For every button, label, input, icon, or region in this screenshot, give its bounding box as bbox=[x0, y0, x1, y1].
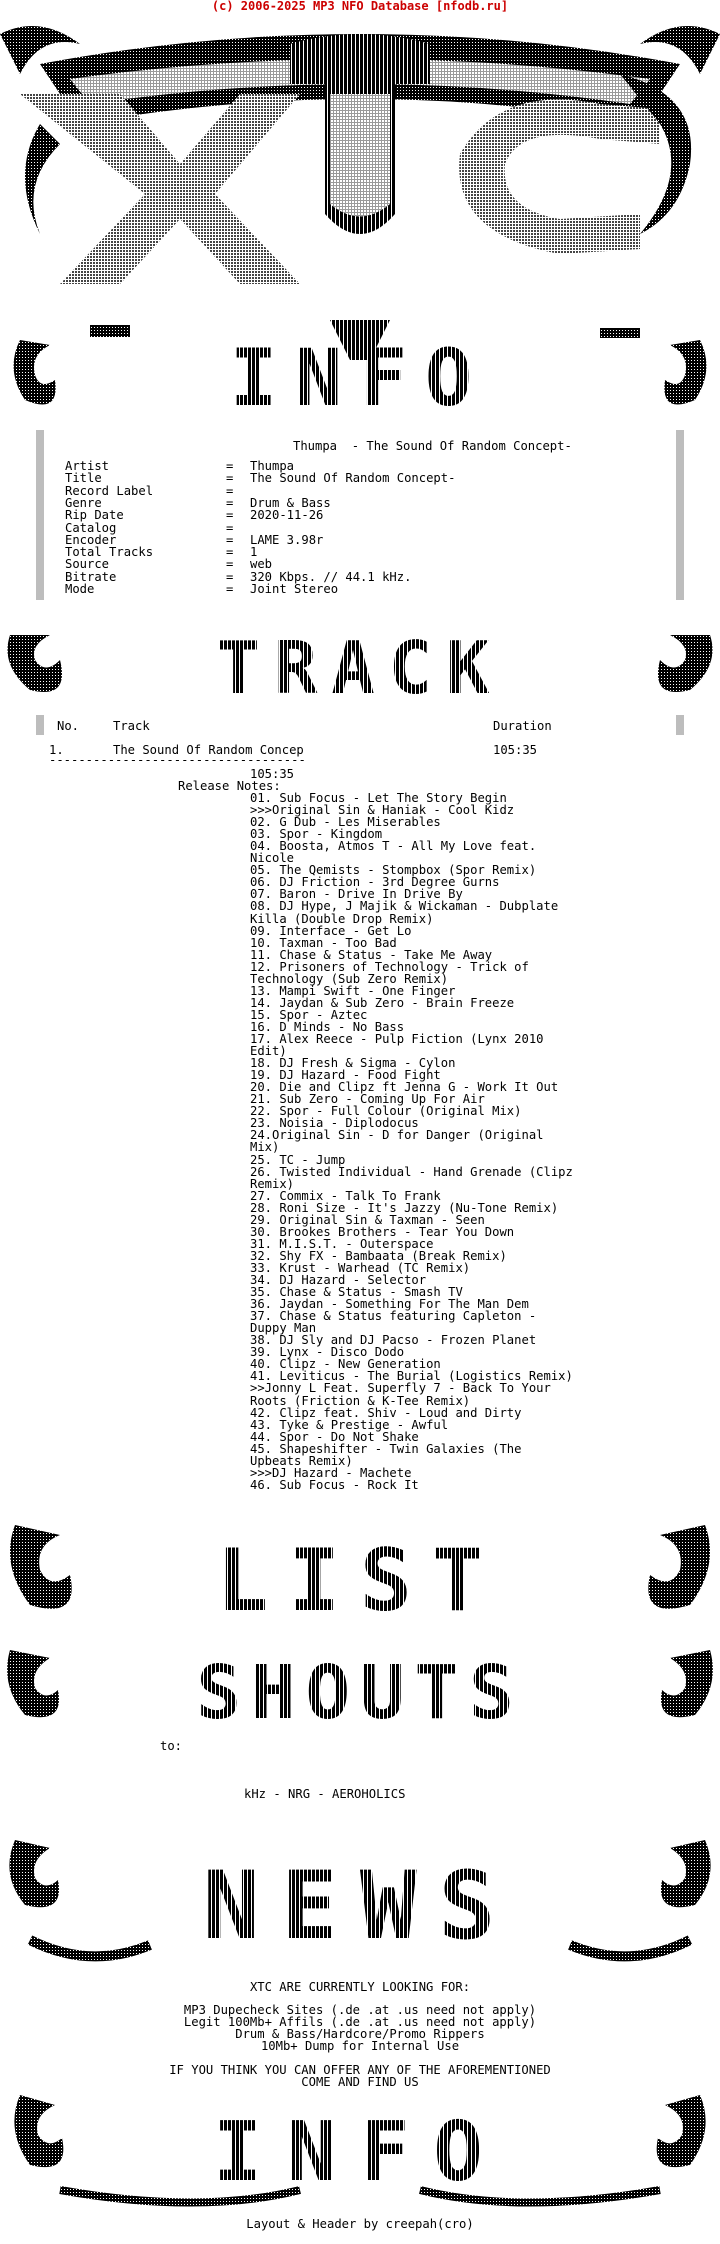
track-row-no: 1. bbox=[49, 743, 64, 757]
offer-line: COME AND FIND US bbox=[301, 2075, 419, 2089]
release-note-line: 08. DJ Hype, J Majik & Wickaman - Dubplate bbox=[250, 899, 559, 914]
xtc-logo-art bbox=[0, 14, 720, 314]
info-equals: = bbox=[226, 520, 234, 535]
release-note-line: 42. Clipz feat. Shiv - Loud and Dirty bbox=[250, 1405, 522, 1420]
release-note-line: 16. D Minds - No Bass bbox=[250, 1019, 405, 1034]
release-note-line: 44. Spor - Do Not Shake bbox=[250, 1429, 419, 1444]
release-note-line: 09. Interface - Get Lo bbox=[250, 923, 412, 938]
info-label: Source bbox=[65, 557, 110, 572]
release-notes-label: Release Notes: bbox=[178, 779, 281, 793]
track-row-duration: 105:35 bbox=[493, 743, 538, 757]
release-note-line: 39. Lynx - Disco Dodo bbox=[250, 1345, 405, 1360]
col-no: No. bbox=[57, 719, 80, 733]
release-note-line: 03. Spor - Kingdom bbox=[250, 827, 383, 842]
release-note-line: >>Jonny L Feat. Superfly 7 - Back To Your bbox=[250, 1381, 551, 1396]
info-equals: = bbox=[226, 569, 234, 584]
info-equals: = bbox=[226, 557, 234, 572]
release-note-line: Mix) bbox=[250, 1140, 280, 1155]
release-note-line: 36. Jaydan - Something For The Man Dem bbox=[250, 1297, 529, 1312]
info-value: Thumpa bbox=[250, 459, 295, 473]
info-equals: = bbox=[226, 471, 234, 486]
release-note-line: Technology (Sub Zero Remix) bbox=[250, 971, 449, 986]
info-equals: = bbox=[226, 545, 234, 560]
release-note-line: 43. Tyke & Prestige - Awful bbox=[250, 1417, 449, 1432]
info-label: Rip Date bbox=[65, 508, 124, 523]
news-line: Legit 100Mb+ Affils (.de .at .us need not apply) bbox=[183, 2015, 537, 2029]
site-header[interactable]: (c) 2006-2025 MP3 NFO Database [nfodb.ru] bbox=[211, 0, 509, 13]
info-value: Joint Stereo bbox=[250, 582, 339, 596]
frame-bar-left bbox=[36, 430, 44, 600]
release-note-line: 38. DJ Sly and DJ Pacso - Frozen Planet bbox=[250, 1333, 537, 1348]
release-note-line: >>>Original Sin & Haniak - Cool Kidz bbox=[250, 803, 515, 818]
release-note-line: 31. M.I.S.T. - Outerspace bbox=[250, 1236, 434, 1251]
release-note-line: 12. Prisoners of Technology - Trick of bbox=[250, 959, 529, 974]
info-value: 1 bbox=[250, 545, 258, 560]
info-equals: = bbox=[226, 495, 234, 510]
shouts-to-label: to: bbox=[160, 1739, 183, 1753]
release-note-line: >>>DJ Hazard - Machete bbox=[250, 1465, 412, 1480]
news-line: Drum & Bass/Hardcore/Promo Rippers bbox=[235, 2027, 485, 2041]
release-note-line: Upbeats Remix) bbox=[250, 1453, 353, 1468]
release-note-line: Remix) bbox=[250, 1176, 295, 1191]
info-label: Encoder bbox=[65, 532, 117, 547]
info-value: 2020-11-26 bbox=[250, 508, 324, 523]
frame-bar-left-2 bbox=[36, 715, 44, 735]
release-note-line: 20. Die and Clipz ft Jenna G - Work It Out bbox=[250, 1080, 559, 1095]
release-note-line: 34. DJ Hazard - Selector bbox=[250, 1273, 427, 1287]
release-note-line: 18. DJ Fresh & Sigma - Cylon bbox=[250, 1056, 456, 1071]
offer-line: IF YOU THINK YOU CAN OFFER ANY OF THE AFOREMENTIONED bbox=[169, 2063, 551, 2077]
info-banner-art bbox=[0, 320, 720, 430]
release-note-line: 28. Roni Size - It's Jazzy (Nu-Tone Remix) bbox=[250, 1200, 559, 1215]
info-label: Mode bbox=[65, 582, 95, 596]
release-note-line: 19. DJ Hazard - Food Fight bbox=[250, 1068, 441, 1083]
release-note-line: 11. Chase & Status - Take Me Away bbox=[250, 947, 493, 962]
list-banner-art bbox=[0, 1505, 720, 1635]
footer-banner-art bbox=[0, 2080, 720, 2215]
info-label: Record Label bbox=[65, 483, 154, 498]
shouts-line: kHz - NRG - AEROHOLICS bbox=[244, 1787, 406, 1801]
release-note-line: 17. Alex Reece - Pulp Fiction (Lynx 2010 bbox=[250, 1032, 544, 1046]
tracklist-total: 105:35 bbox=[250, 767, 295, 781]
release-note-line: 07. Baron - Drive In Drive By bbox=[250, 887, 463, 902]
release-note-line: 01. Sub Focus - Let The Story Begin bbox=[250, 791, 507, 805]
release-note-line: 37. Chase & Status featuring Capleton - bbox=[250, 1309, 537, 1324]
info-label: Title bbox=[65, 471, 102, 486]
info-label: Catalog bbox=[65, 520, 117, 535]
release-note-line: Roots (Friction & K-Tee Remix) bbox=[250, 1393, 471, 1408]
release-note-line: 41. Leviticus - The Burial (Logistics Remix) bbox=[250, 1369, 573, 1384]
release-note-line: 25. TC - Jump bbox=[250, 1152, 346, 1167]
release-title: Thumpa - The Sound Of Random Concept- bbox=[293, 439, 572, 453]
release-note-line: 46. Sub Focus - Rock It bbox=[250, 1477, 419, 1492]
news-banner-art bbox=[0, 1820, 720, 1980]
release-note-line: 23. Noisia - Diplodocus bbox=[250, 1116, 419, 1131]
info-value: 320 Kbps. // 44.1 kHz. bbox=[250, 569, 412, 584]
info-label: Total Tracks bbox=[65, 545, 154, 560]
release-note-line: 32. Shy FX - Bambaata (Break Remix) bbox=[250, 1248, 507, 1263]
release-note-line: Edit) bbox=[250, 1044, 287, 1059]
news-line: MP3 Dupecheck Sites (.de .at .us need not apply) bbox=[183, 2003, 537, 2017]
tracklist-divider: ----------------------------------- bbox=[49, 753, 306, 767]
shouts-banner-art bbox=[0, 1630, 720, 1740]
info-equals: = bbox=[226, 532, 234, 547]
release-note-line: 10. Taxman - Too Bad bbox=[250, 935, 397, 950]
release-note-line: 14. Jaydan & Sub Zero - Brain Freeze bbox=[250, 995, 515, 1010]
release-note-line: 26. Twisted Individual - Hand Grenade (Clipz bbox=[250, 1164, 573, 1179]
info-equals: = bbox=[226, 459, 234, 473]
release-note-line: 33. Krust - Warhead (TC Remix) bbox=[250, 1260, 471, 1275]
info-value: Drum & Bass bbox=[250, 495, 331, 510]
release-note-line: 30. Brookes Brothers - Tear You Down bbox=[250, 1224, 515, 1239]
frame-bar-right bbox=[676, 430, 684, 600]
release-note-line: 06. DJ Friction - 3rd Degree Gurns bbox=[250, 875, 500, 890]
track-word: TRACK bbox=[216, 626, 504, 710]
shouts-word: SHOUTS bbox=[196, 1650, 524, 1736]
track-banner-art bbox=[0, 605, 720, 715]
info-value: The Sound Of Random Concept- bbox=[250, 471, 456, 486]
release-note-line: 27. Commix - Talk To Frank bbox=[250, 1188, 441, 1203]
footer-word: INFO bbox=[213, 2105, 507, 2200]
info-equals: = bbox=[226, 483, 234, 498]
news-heading: XTC ARE CURRENTLY LOOKING FOR: bbox=[249, 1980, 471, 1994]
list-word: LIST bbox=[216, 1531, 504, 1631]
info-label: Genre bbox=[65, 495, 102, 510]
release-note-line: 13. Mampi Swift - One Finger bbox=[250, 983, 456, 998]
release-note-line: Killa (Double Drop Remix) bbox=[250, 911, 434, 926]
release-note-line: 29. Original Sin & Taxman - Seen bbox=[250, 1212, 485, 1227]
info-equals: = bbox=[226, 508, 234, 523]
release-note-line: 24.Original Sin - D for Danger (Original bbox=[250, 1128, 544, 1143]
release-note-line: 45. Shapeshifter - Twin Galaxies (The bbox=[250, 1441, 522, 1456]
release-note-line: 15. Spor - Aztec bbox=[250, 1007, 368, 1022]
info-value: LAME 3.98r bbox=[250, 532, 324, 547]
release-note-line: Nicole bbox=[250, 851, 295, 866]
release-note-line: 21. Sub Zero - Coming Up For Air bbox=[250, 1092, 485, 1107]
info-value: web bbox=[250, 557, 273, 572]
frame-bar-right-2 bbox=[676, 715, 684, 735]
track-row-title: The Sound Of Random Concep bbox=[113, 743, 304, 757]
credit-line: Layout & Header by creepah(cro) bbox=[246, 2217, 474, 2231]
info-label: Bitrate bbox=[65, 569, 117, 584]
release-note-line: 35. Chase & Status - Smash TV bbox=[250, 1285, 463, 1300]
release-note-line: 04. Boosta, Atmos T - All My Love feat. bbox=[250, 839, 537, 854]
release-note-line: 05. The Qemists - Stompbox (Spor Remix) bbox=[250, 863, 537, 878]
release-note-line: Duppy Man bbox=[250, 1321, 317, 1336]
info-equals: = bbox=[226, 582, 234, 596]
news-word: NEWS bbox=[202, 1852, 518, 1961]
release-note-line: 40. Clipz - New Generation bbox=[250, 1357, 441, 1372]
info-label: Artist bbox=[65, 459, 110, 473]
release-note-line: 02. G Dub - Les Miserables bbox=[250, 815, 441, 830]
col-duration: Duration bbox=[493, 719, 552, 733]
info-word: INFO bbox=[230, 334, 490, 424]
release-note-line: 22. Spor - Full Colour (Original Mix) bbox=[250, 1104, 522, 1119]
news-line: 10Mb+ Dump for Internal Use bbox=[260, 2039, 460, 2053]
col-track: Track bbox=[113, 719, 150, 733]
